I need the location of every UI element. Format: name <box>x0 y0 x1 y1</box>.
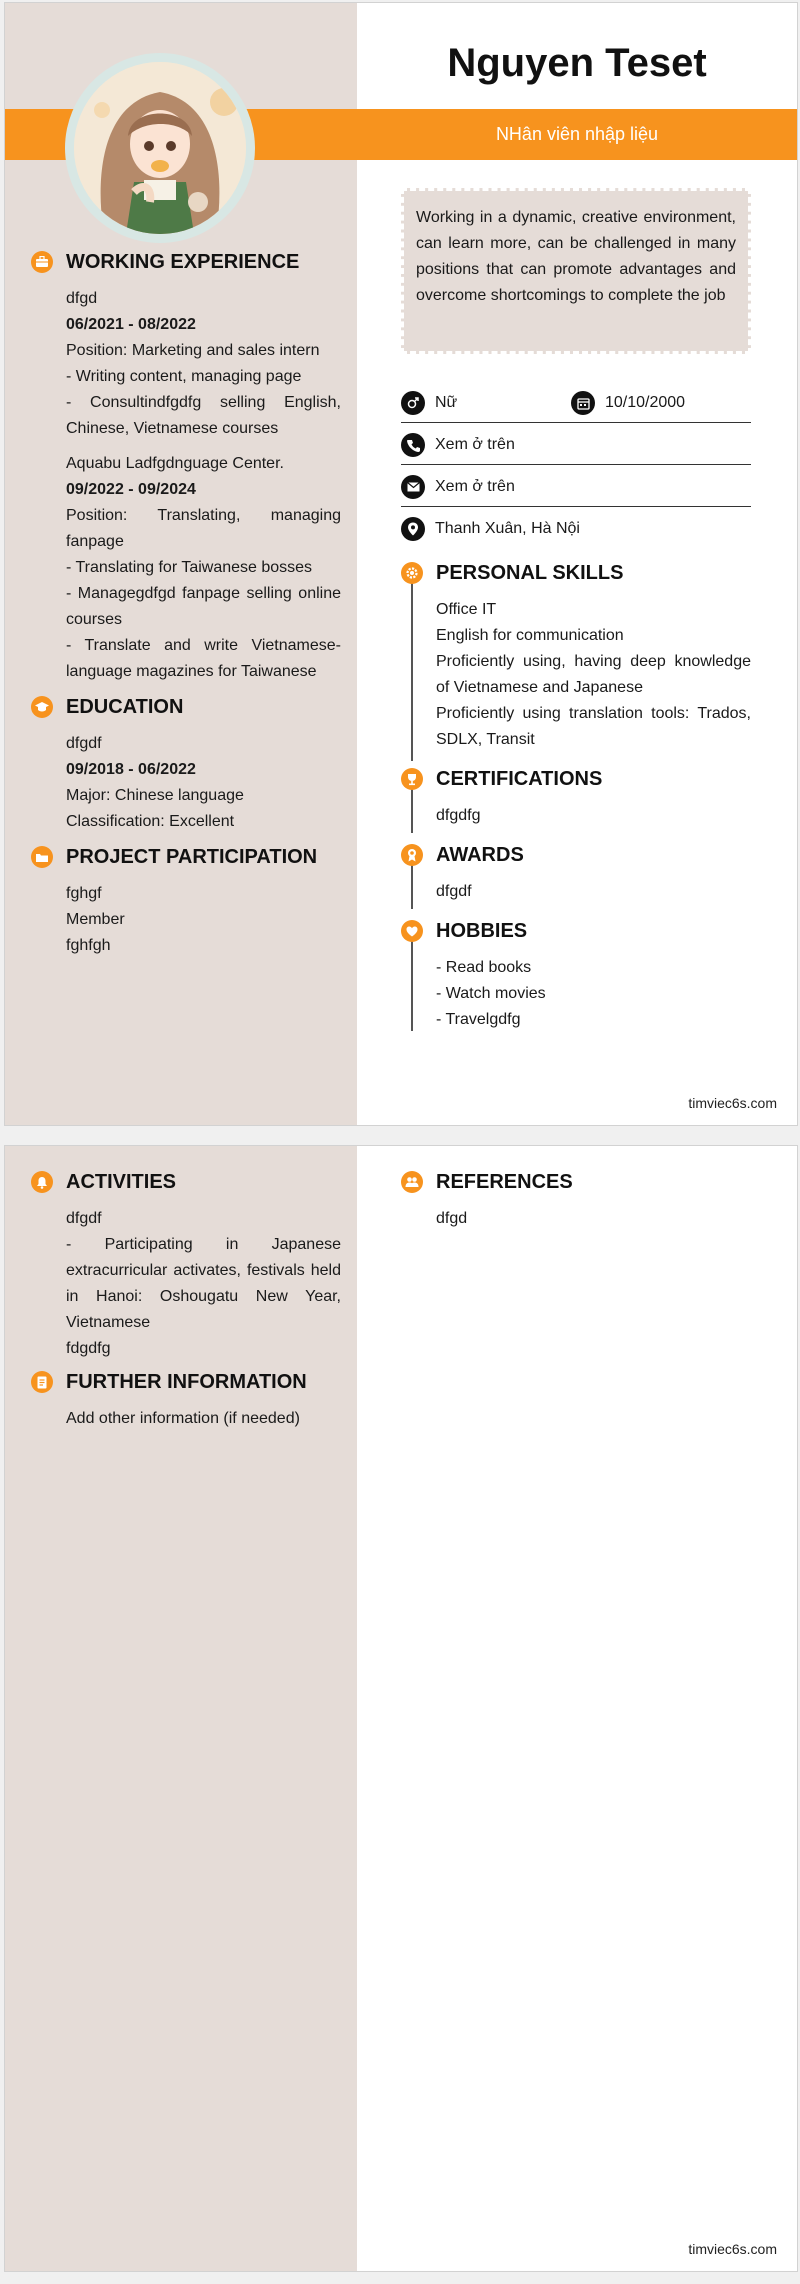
hobbies-section <box>401 918 751 1033</box>
reference-item: dfgd <box>436 1210 468 1227</box>
education-major: Major: Chinese language <box>66 787 244 804</box>
further-info-text: Add other information (if needed) <box>66 1410 300 1427</box>
gender-icon <box>401 391 425 415</box>
hobby-item: - Travelgdfg <box>436 1011 521 1028</box>
project-role: Member <box>66 911 125 928</box>
contact-row-gender-birthday <box>401 381 751 423</box>
contact-phone: Xem ở trên <box>435 436 515 453</box>
skill-item: Proficiently using, having deep knowledge of Vietnamese and Japanese <box>436 653 751 696</box>
trophy-icon <box>401 768 423 790</box>
company-name: Aquabu Ladfgdnguage Center. <box>66 455 284 472</box>
education-title: EDUCATION <box>66 696 184 718</box>
projects-title: PROJECT PARTICIPATION <box>66 846 318 868</box>
contact-email: Xem ở trên <box>435 478 515 495</box>
activities-title: ACTIVITIES <box>66 1171 177 1193</box>
school-name: dfgdf <box>66 735 102 752</box>
calendar-icon <box>571 391 595 415</box>
contact-birthday: 10/10/2000 <box>605 394 686 411</box>
hobby-item: - Read books <box>436 959 532 976</box>
job-line: Position: Marketing and sales intern <box>66 342 320 359</box>
gear-icon <box>401 562 423 584</box>
avatar-photo <box>74 62 246 234</box>
project-name: fghgf <box>66 885 102 902</box>
skill-item: Office IT <box>436 601 497 618</box>
contact-address: Thanh Xuân, Hà Nội <box>435 520 580 537</box>
project-desc: fghfgh <box>66 937 111 954</box>
avatar[interactable] <box>65 53 255 243</box>
bell-icon <box>31 1171 53 1193</box>
experience-title: WORKING EXPERIENCE <box>66 251 300 273</box>
job-line: - Consultindfgdfg selling English, Chinese, Vietnamese courses <box>66 394 341 437</box>
skills-section <box>401 560 751 753</box>
references-section <box>401 1169 751 1232</box>
phone-icon <box>401 433 425 457</box>
activity-extra: fdgdfg <box>66 1340 111 1357</box>
footer-brand: timviec6s.com <box>688 2241 777 2257</box>
hobbies-title: HOBBIES <box>436 920 528 942</box>
experience-section <box>31 249 341 685</box>
further-info-title: FURTHER INFORMATION <box>66 1371 307 1393</box>
education-section <box>31 694 341 835</box>
job-line: - Managegdfgd fanpage selling online courses <box>66 585 341 628</box>
contact-row-phone <box>401 423 751 465</box>
envelope-icon <box>401 475 425 499</box>
briefcase-icon <box>31 251 53 273</box>
activities-section <box>31 1169 341 1362</box>
career-objective: Working in a dynamic, creative environment, can learn more, can be challenged in many positions that can promote advantages and overcome shortcomings to complete the job <box>401 188 751 354</box>
location-pin-icon <box>401 517 425 541</box>
company-name: dfgd <box>66 290 98 307</box>
job-line: - Translating for Taiwanese bosses <box>66 559 313 576</box>
further-info-section <box>31 1369 341 1432</box>
references-title: REFERENCES <box>436 1171 573 1193</box>
awards-title: AWARDS <box>436 844 524 866</box>
skills-title: PERSONAL SKILLS <box>436 562 624 584</box>
contact-row-email <box>401 465 751 507</box>
job-line: Position: Translating, managing fanpage <box>66 507 341 550</box>
activity-desc: - Participating in Japanese extracurricular activates, festivals held in Hanoi: Oshougatu New Year, Vietnamese <box>66 1236 341 1331</box>
contact-gender: Nữ <box>435 394 458 411</box>
people-icon <box>401 1171 423 1193</box>
job-line: - Translate and write Vietnamese-language magazines for Taiwanese <box>66 637 341 680</box>
skill-item: Proficiently using translation tools: Trados, SDLX, Transit <box>436 705 751 748</box>
footer-brand: timviec6s.com <box>688 1095 777 1111</box>
activity-org: dfgdf <box>66 1210 102 1227</box>
awards-section <box>401 842 751 905</box>
skill-item: English for communication <box>436 627 624 644</box>
certifications-title: CERTIFICATIONS <box>436 768 603 790</box>
candidate-position: NHân viên nhập liệu <box>495 124 659 144</box>
cv-page-1 <box>4 2 798 1126</box>
graduation-cap-icon <box>31 696 53 718</box>
hobby-item: - Watch movies <box>436 985 546 1002</box>
award-item: dfgdf <box>436 883 472 900</box>
contact-row-address <box>401 507 751 549</box>
job-period: 09/2022 - 09/2024 <box>66 481 196 498</box>
job-period: 06/2021 - 08/2022 <box>66 316 196 333</box>
projects-section <box>31 844 341 959</box>
job-line: - Writing content, managing page <box>66 368 302 385</box>
education-period: 09/2018 - 06/2022 <box>66 761 196 778</box>
medal-icon <box>401 844 423 866</box>
info-card-icon <box>31 1371 53 1393</box>
candidate-name: Nguyen Teset <box>447 41 707 85</box>
cv-page-2 <box>4 1145 798 2272</box>
heart-icon <box>401 920 423 942</box>
folder-icon <box>31 846 53 868</box>
certification-item: dfgdfg <box>436 807 481 824</box>
education-classification: Classification: Excellent <box>66 813 235 830</box>
certifications-section <box>401 766 751 829</box>
